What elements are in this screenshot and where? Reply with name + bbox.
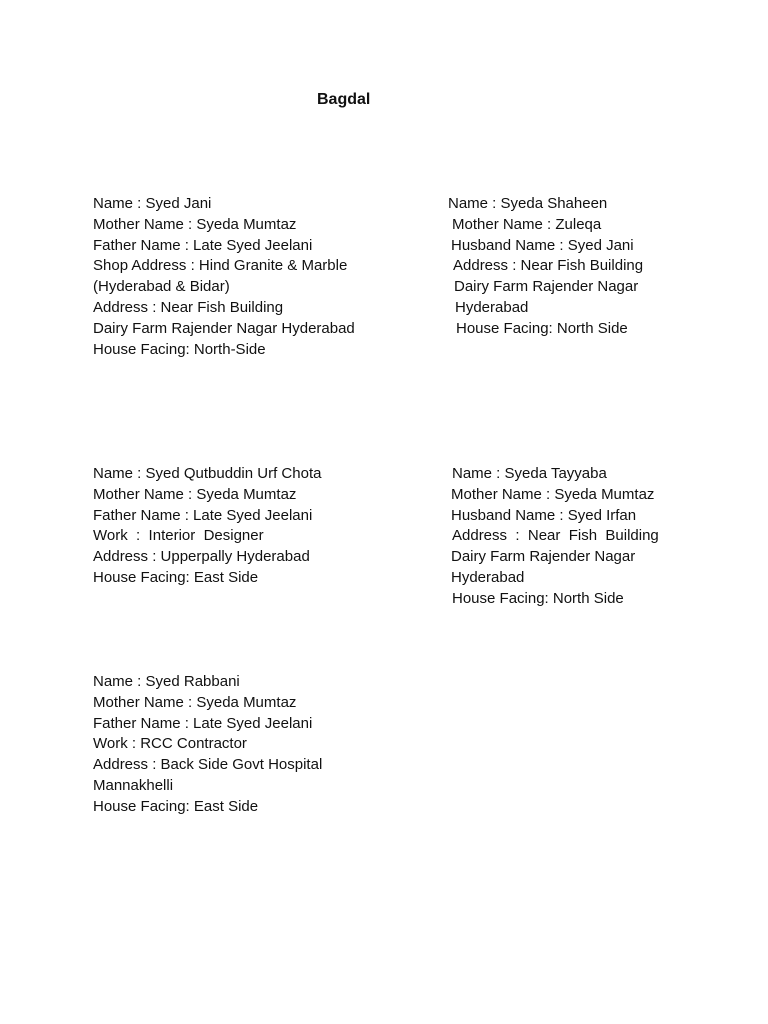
entry-address: Address : Near Fish Building bbox=[452, 527, 659, 545]
entry-address-city: Hyderabad bbox=[451, 568, 525, 586]
entry-name: Name : Syed Rabbani bbox=[93, 673, 240, 690]
entry-address-cont: Mannakhelli bbox=[93, 776, 174, 794]
entry-father-name: Father Name : Late Syed Jeelani bbox=[93, 714, 313, 732]
entry-mother-name: Mother Name : Syeda Mumtaz bbox=[93, 693, 297, 711]
entry-mother-name: Mother Name : Syeda Mumtaz bbox=[93, 485, 297, 503]
entry-husband-name: Husband Name : Syed Jani bbox=[451, 236, 634, 254]
entry-address: Address : Back Side Govt Hospital bbox=[93, 756, 323, 774]
entry-address-cont: Dairy Farm Rajender Nagar Hyderabad bbox=[93, 319, 355, 337]
entry-mother-name: Mother Name : Zuleqa bbox=[452, 215, 602, 233]
entry-house-facing: House Facing: East Side bbox=[93, 797, 259, 815]
entry-mother-name: Mother Name : Syeda Mumtaz bbox=[451, 485, 655, 503]
entry-house-facing: House Facing: East Side bbox=[93, 568, 259, 586]
entry-husband-name: Husband Name : Syed Irfan bbox=[451, 506, 637, 524]
entry-father-name: Father Name : Late Syed Jeelani bbox=[93, 236, 313, 254]
entry-shop-address: Shop Address : Hind Granite & Marble bbox=[93, 257, 348, 275]
entry-name: Name : Syed Qutbuddin Urf Chota bbox=[93, 465, 322, 482]
entry-house-facing: House Facing: North Side bbox=[452, 589, 624, 607]
entry-address-cont: Dairy Farm Rajender Nagar bbox=[451, 548, 636, 566]
entry-syed-rabbani bbox=[93, 672, 322, 818]
entry-syed-jani bbox=[93, 194, 355, 360]
document-title: Bagdal bbox=[317, 91, 371, 108]
entry-father-name: Father Name : Late Syed Jeelani bbox=[93, 506, 313, 524]
entry-name: Name : Syeda Shaheen bbox=[448, 195, 608, 212]
entry-syed-qutbuddin bbox=[93, 464, 321, 589]
entry-address-city: Hyderabad bbox=[455, 298, 529, 316]
entry-house-facing: House Facing: North-Side bbox=[93, 340, 266, 358]
entry-work: Work : RCC Contractor bbox=[93, 735, 247, 753]
entry-address: Address : Upperpally Hyderabad bbox=[93, 548, 310, 566]
entry-address: Address : Near Fish Building bbox=[93, 298, 284, 316]
entry-mother-name: Mother Name : Syeda Mumtaz bbox=[93, 215, 297, 233]
entry-work: Work : Interior Designer bbox=[93, 527, 264, 545]
entry-name: Name : Syeda Tayyaba bbox=[452, 465, 607, 482]
entry-shop-address-cont: (Hyderabad & Bidar) bbox=[93, 278, 230, 296]
entry-syeda-tayyaba bbox=[451, 464, 659, 610]
entry-syeda-shaheen bbox=[448, 194, 643, 340]
entry-address: Address : Near Fish Building bbox=[453, 257, 644, 275]
entry-house-facing: House Facing: North Side bbox=[456, 319, 628, 337]
entry-name: Name : Syed Jani bbox=[93, 195, 212, 212]
entry-address-cont: Dairy Farm Rajender Nagar bbox=[454, 278, 639, 296]
